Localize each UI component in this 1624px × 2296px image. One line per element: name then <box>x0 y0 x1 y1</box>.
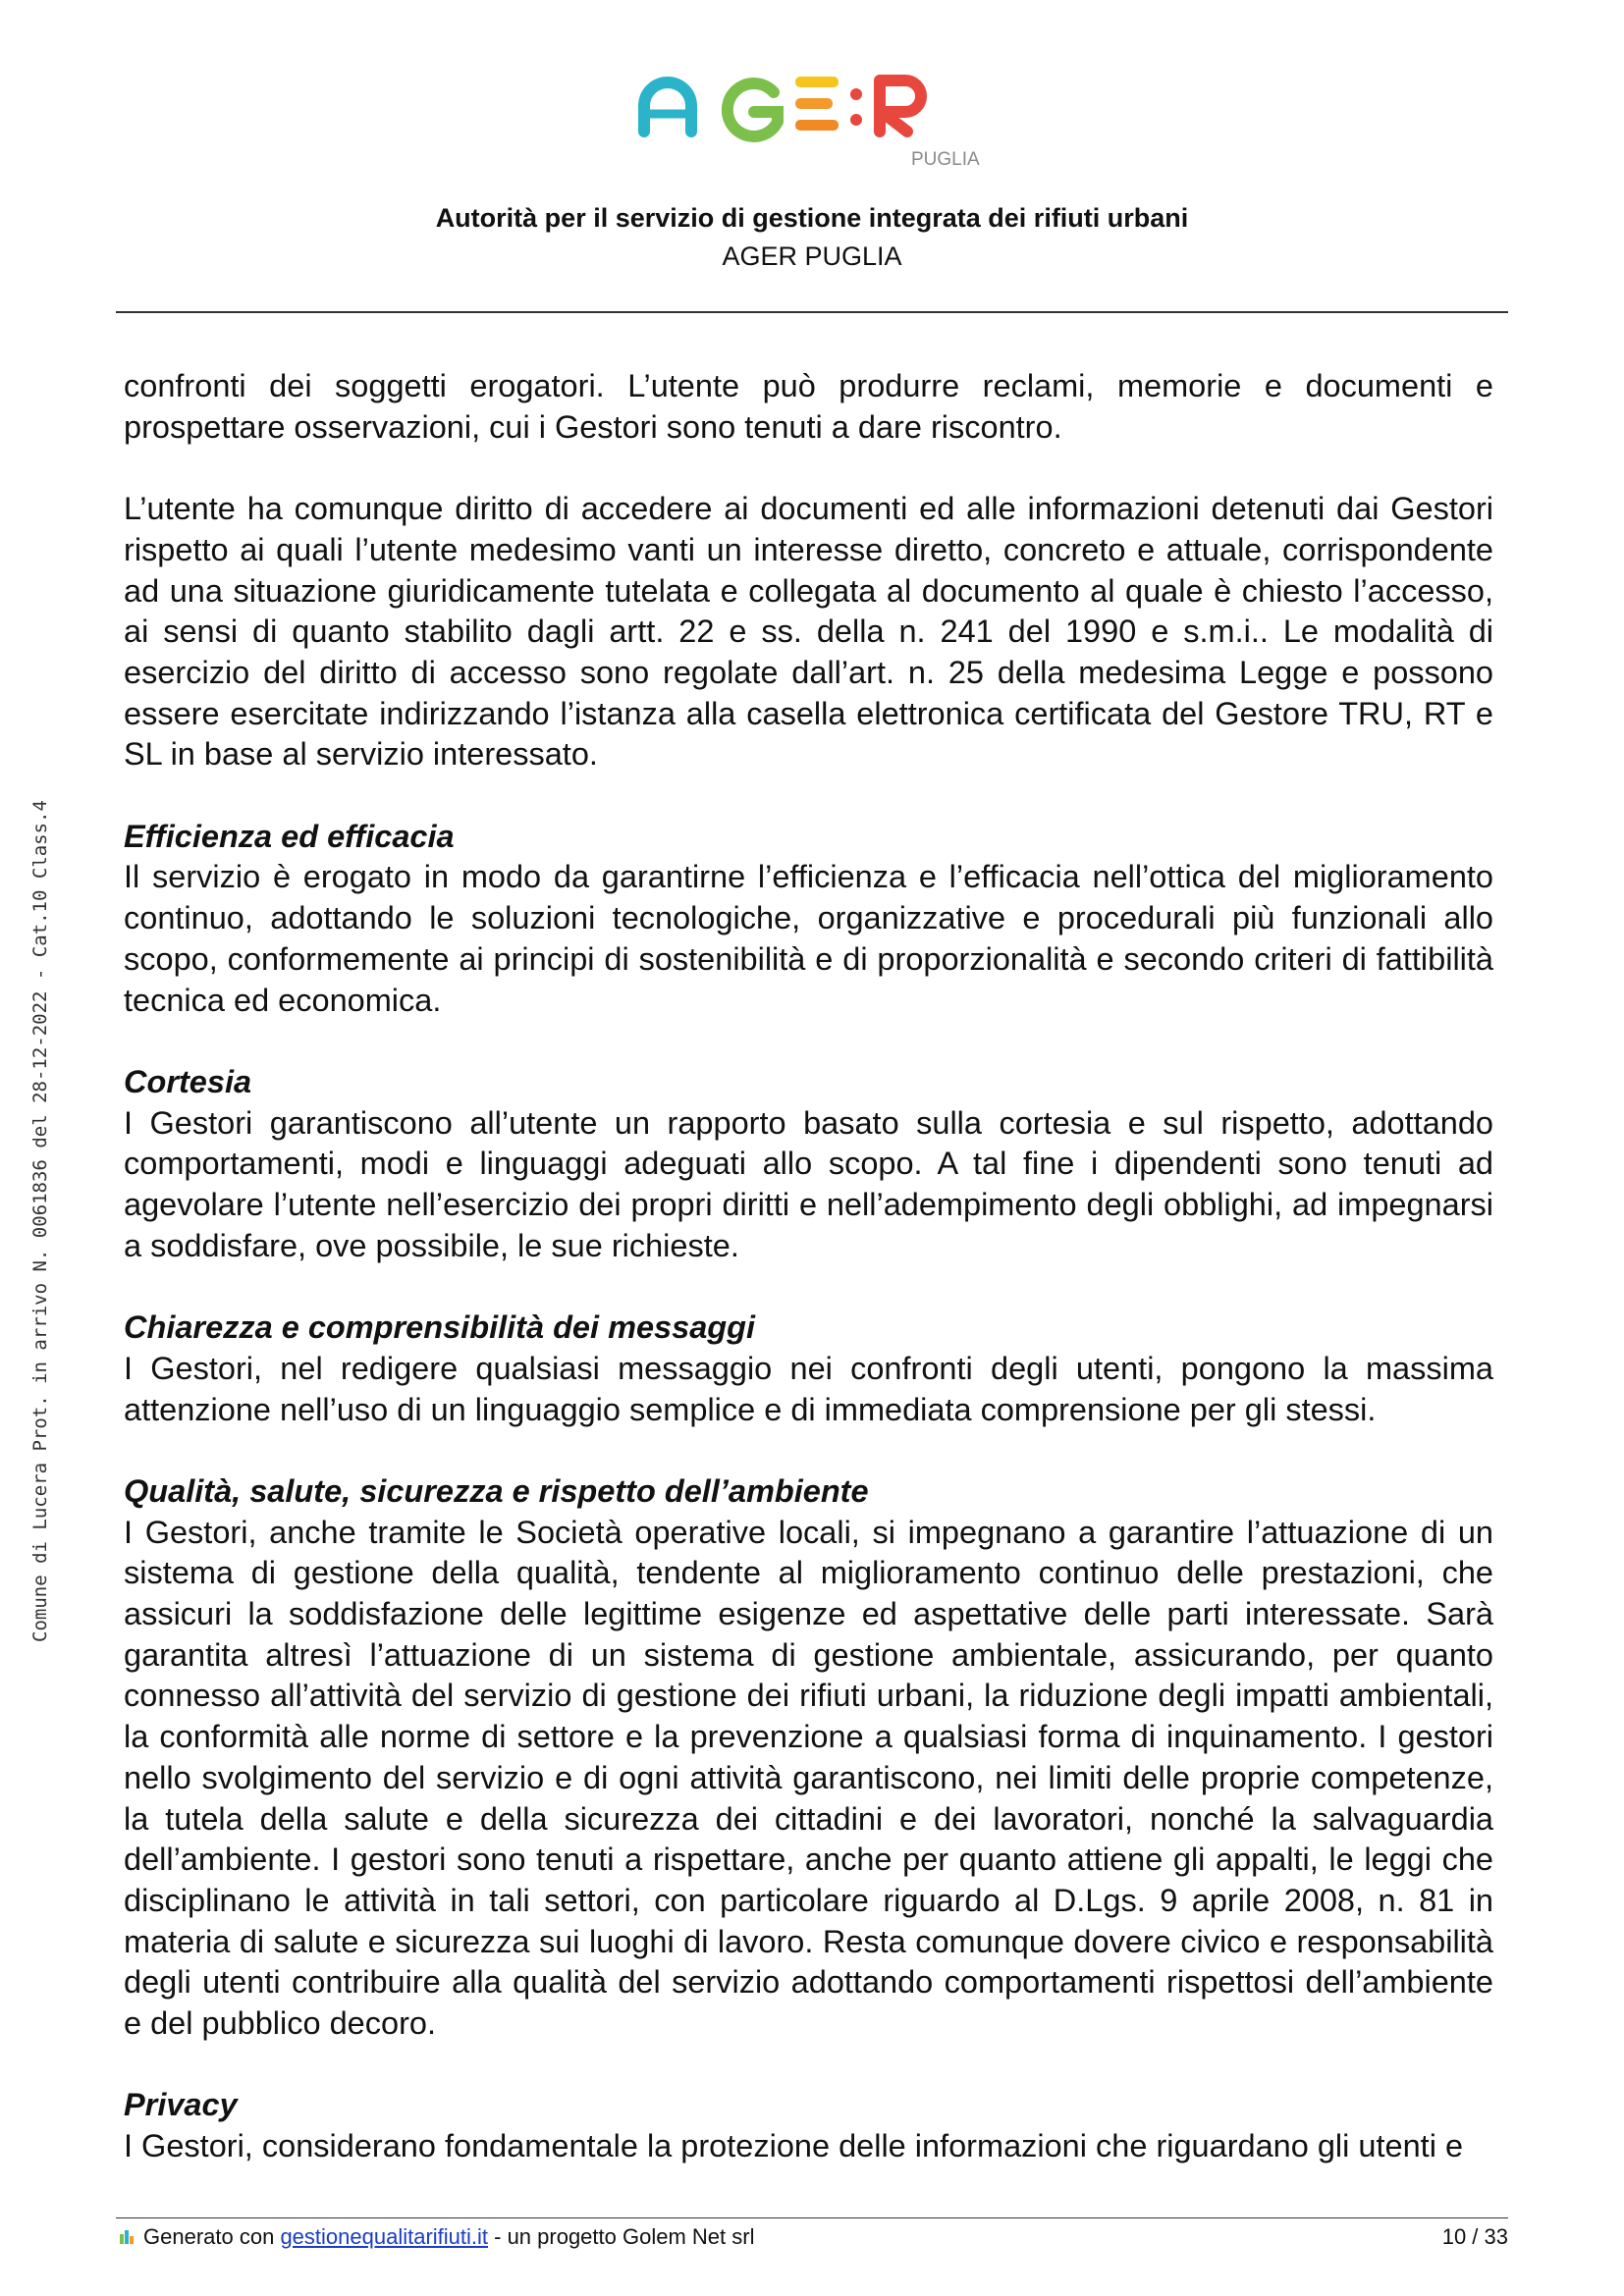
footer-suffix: - un progetto Golem Net srl <box>488 2224 755 2249</box>
section-heading-qualita: Qualità, salute, sicurezza e rispetto dell’ambiente <box>124 1472 869 1509</box>
header-subtitle: AGER PUGLIA <box>722 241 902 271</box>
header-title: Autorità per il servizio di gestione integrata dei rifiuti urbani <box>435 203 1189 233</box>
footer-prefix: Generato con <box>143 2224 281 2249</box>
footer-divider <box>116 2217 1508 2218</box>
page-number: 10 / 33 <box>1441 2224 1508 2249</box>
recycle-icon <box>118 2228 135 2246</box>
section-text-efficienza: Il servizio è erogato in modo da garantirne l’efficienza e l’efficacia nell’ottica del miglioramento continuo, adottando le soluzioni tecnologiche, organizzative e procedurali più funzionali allo scopo, conformemente ai principi di sostenibilità e di proporzionalità e secondo criteri di fattibilità tecnica ed economica. <box>124 859 1493 1018</box>
section-heading-chiarezza: Chiarezza e comprensibilità dei messaggi <box>124 1309 756 1346</box>
section-heading-efficienza: Efficienza ed efficacia <box>124 818 455 854</box>
header-divider <box>116 311 1508 313</box>
footer-link[interactable]: gestionequalitarifiuti.it <box>280 2224 489 2249</box>
section-heading-privacy: Privacy <box>124 2087 238 2123</box>
logo-sub-text: PUGLIA <box>911 149 980 170</box>
section-text-cortesia: I Gestori garantiscono all’utente un rapporto basato sulla cortesia e sul rispetto, adottando comportamenti, modi e linguaggi adeguati allo scopo. A tal fine i dipendenti sono tenuti ad agevolare l’utente nell’esercizio dei propri diritti e nell’adempimento degli obblighi, ad impegnarsi a soddisfare, ove possibile, le sue richieste. <box>124 1104 1493 1263</box>
section-text-chiarezza: I Gestori, nel redigere qualsiasi messaggio nei confronti degli utenti, pongono la massima attenzione nell’uso di un linguaggio semplice e di immediata comprensione per gli stessi. <box>124 1350 1493 1427</box>
ager-puglia-logo <box>636 61 990 179</box>
paragraph-1: confronti dei soggetti erogatori. L’utente può produrre reclami, memorie e documenti e prospettare osservazioni, cui i Gestori sono tenuti a dare riscontro. <box>124 368 1493 445</box>
section-heading-cortesia: Cortesia <box>124 1063 252 1099</box>
protocol-stamp-text: Comune di Lucera Prot. in arrivo N. 0061836 del 28-12-2022 - Cat.10 Class.4 <box>29 800 51 1642</box>
section-text-qualita: I Gestori, anche tramite le Società operative locali, si impegnano a garantire l’attuazione di un sistema di gestione della qualità, tendente al miglioramento continuo delle prestazioni, che assicuri la soddisfazione delle legittime esigenze ed aspettative delle parti interessate. Sarà garantita altresì l’attuazione di un sistema di gestione ambientale, assicurando, per quanto connesso all’attività del servizio di gestione dei rifiuti urbani, la riduzione degli impatti ambientali, la conformità alle norme di settore e la prevenzione a qualsiasi forma di inquinamento. I gestori nello svolgimento del servizio e di ogni attività garantiscono, nei limiti delle proprie competenze, la tutela della salute e della sicurezza dei cittadini e dei lavoratori, nonché la salvaguardia dell’ambiente. I gestori sono tenuti a rispettare, anche per quanto attiene gli appalti, le leggi che disciplinano le attività in tali settori, con particolare riguardo al D.Lgs. 9 aprile 2008, n. 81 in materia di salute e sicurezza sui luoghi di lavoro. Resta comunque dovere civico e responsabilità degli utenti contribuire alla qualità del servizio adottando comportamenti rispettosi dell’ambiente e del pubblico decoro. <box>124 1514 1493 2042</box>
section-text-privacy: I Gestori, considerano fondamentale la protezione delle informazioni che riguardano gli utenti e <box>124 2128 1464 2164</box>
document-body <box>124 366 1493 2167</box>
paragraph-2: L’utente ha comunque diritto di accedere ai documenti ed alle informazioni detenuti dai Gestori rispetto ai quali l’utente medesimo vanti un interesse diretto, concreto e attuale, corrispondente ad una situazione giuridicamente tutelata e collegata al documento al quale è chiesto l’accesso, ai sensi di quanto stabilito dagli artt. 22 e ss. della n. 241 del 1990 e s.m.i.. Le modalità di esercizio del diritto di accesso sono regolate dall’art. n. 25 della medesima Legge e possono essere esercitate indirizzando l’istanza alla casella elettronica certificata del Gestore TRU, RT e SL in base al servizio interessato. <box>124 491 1493 773</box>
footer-generated <box>118 2224 754 2250</box>
